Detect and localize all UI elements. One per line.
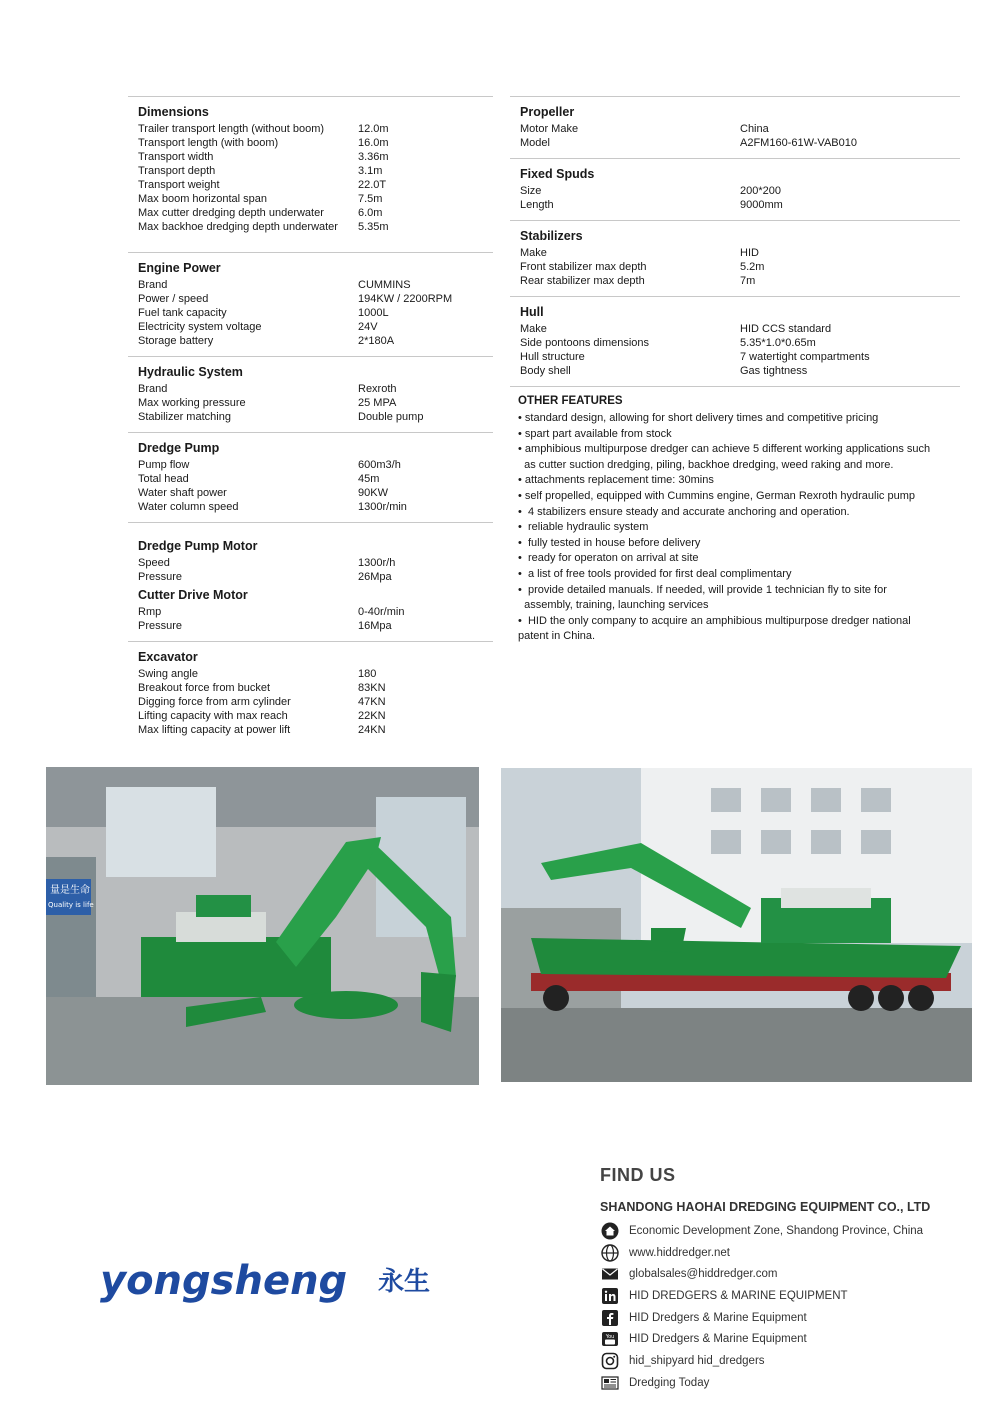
spec-value: CUMMINS [358,279,411,291]
spec-row [138,570,493,584]
home-icon [600,1222,620,1240]
spec-value: 9000mm [740,199,783,211]
contact-text: Dredging Today [629,1376,710,1389]
contact-item [600,1372,960,1394]
photo-dredger-trailer [501,768,972,1082]
spec-row [138,292,493,306]
section-title: Hull [520,305,544,319]
spec-section-hull [510,296,960,386]
spec-label: Water shaft power [138,487,227,499]
feature-list [518,411,960,645]
spec-row [138,192,493,206]
section-title: Cutter Drive Motor [138,588,248,602]
spec-value: 0-40r/min [358,606,405,618]
contact-item [600,1350,960,1372]
spec-value: 7.5m [358,193,383,205]
section-title: Excavator [138,650,198,664]
spec-value: 26Mpa [358,571,392,583]
contact-text: hid_shipyard hid_dredgers [629,1354,765,1367]
spec-label: Water column speed [138,501,239,513]
contact-text: HID Dredgers & Marine Equipment [629,1311,807,1324]
spec-row [520,350,960,364]
spec-value: 90KW [358,487,388,499]
contact-item [600,1263,960,1285]
spec-row [520,184,960,198]
contact-item [600,1328,960,1350]
spec-label: Digging force from arm cylinder [138,696,291,708]
banner-cn: 量是生命 [50,885,90,896]
spec-value: 6.0m [358,207,383,219]
feature-item: as cutter suction dredging, piling, backhoe dredging, weed raking and more. [518,458,894,471]
spec-row [138,320,493,334]
spec-row [138,178,493,192]
contact-text: www.hiddredger.net [629,1246,731,1259]
mail-icon [600,1265,620,1283]
spec-label: Hull structure [520,351,585,363]
spec-label: Brand [138,279,168,291]
feature-item: • 4 stabilizers ensure steady and accurate anchoring and operation. [518,505,850,518]
spec-label: Model [520,137,550,149]
section-title: Dredge Pump [138,441,220,455]
spec-row [138,486,493,500]
spec-label: Side pontoons dimensions [520,337,650,349]
section-title: Hydraulic System [138,365,243,379]
feature-item: • HID the only company to acquire an amphibious multipurpose dredger national [518,614,911,627]
spec-section-pump-motor [128,522,493,641]
spec-value: Rexroth [358,383,397,395]
spec-section-dredge-pump [128,432,493,522]
feature-item: • reliable hydraulic system [518,521,649,534]
dredger-trailer-image [501,768,972,1082]
find-us-title: FIND US [600,1165,676,1185]
contact-list [600,1220,960,1394]
spec-rows [138,667,493,737]
spec-row [138,681,493,695]
spec-rows [520,184,960,212]
spec-row [520,260,960,274]
spec-row [138,556,493,570]
spec-value: 3.1m [358,165,383,177]
photo-dredger-workshop [46,767,479,1085]
section-title: Dredge Pump Motor [138,539,258,553]
spec-label: Breakout force from bucket [138,682,271,694]
svg-text:You: You [605,1334,615,1341]
spec-label: Rmp [138,606,162,618]
spec-label: Max lifting capacity at power lift [138,724,291,736]
spec-label: Transport length (with boom) [138,137,279,149]
spec-label: Make [520,247,547,259]
spec-label: Max cutter dredging depth underwater [138,207,324,219]
spec-value: 24KN [358,724,386,736]
spec-section-spuds [510,158,960,220]
feature-item: • provide detailed manuals. If needed, will provide 1 technician fly to site for [518,583,887,596]
spec-value: 7 watertight compartments [740,351,870,363]
spec-row [138,500,493,514]
youtube-icon [600,1330,620,1348]
spec-value: 45m [358,473,380,485]
spec-label: Fuel tank capacity [138,307,227,319]
feature-item: • fully tested in house before delivery [518,536,701,549]
section-title: Stabilizers [520,229,583,243]
contact-item [600,1220,960,1242]
spec-value: HID CCS standard [740,323,832,335]
spec-row [138,334,493,348]
feature-item: assembly, training, launching services [518,599,709,612]
spec-row [138,723,493,737]
spec-label: Trailer transport length (without boom) [138,123,325,135]
spec-value: 3.36m [358,151,389,163]
spec-label: Total head [138,473,189,485]
spec-label: Electricity system voltage [138,321,262,333]
spec-value: 47KN [358,696,386,708]
spec-label: Pump flow [138,459,190,471]
spec-value: 200*200 [740,185,781,197]
spec-label: Power / speed [138,293,209,305]
globe-icon [600,1244,620,1262]
spec-row [138,695,493,709]
spec-label: Lifting capacity with max reach [138,710,288,722]
spec-label: Transport weight [138,179,220,191]
spec-label: Speed [138,557,170,569]
spec-label: Pressure [138,571,183,583]
spec-row [138,164,493,178]
spec-label: Pressure [138,620,183,632]
features-title: OTHER FEATURES [518,395,623,407]
section-title: Engine Power [138,261,221,275]
other-features [510,386,960,645]
spec-label: Max boom horizontal span [138,193,268,205]
spec-row [520,274,960,288]
contact-text: HID DREDGERS & MARINE EQUIPMENT [629,1289,848,1302]
spec-row [138,396,493,410]
logo-wordmark: yongsheng [100,1258,348,1304]
spec-row [138,150,493,164]
spec-row [138,667,493,681]
logo-image [100,1252,430,1312]
spec-row [520,246,960,260]
spec-value: 7m [740,275,756,287]
spec-column-right [510,96,960,645]
spec-rows [520,322,960,378]
spec-row [138,605,493,619]
spec-row [520,198,960,212]
spec-row [138,410,493,424]
company-name: SHANDONG HAOHAI DREDGING EQUIPMENT CO., LTD [600,1200,931,1214]
spec-value: 1000L [358,307,389,319]
spec-value: Gas tightness [740,365,808,377]
spec-label: Storage battery [138,335,214,347]
section-title: Propeller [520,105,575,119]
spec-label: Transport width [138,151,214,163]
contact-item [600,1242,960,1264]
news-icon [600,1374,620,1392]
contact-text: globalsales@hiddredger.com [629,1268,778,1281]
spec-column-left [128,96,493,745]
spec-label: Max backhoe dredging depth underwater [138,221,338,233]
feature-item: • ready for operaton on arrival at site [518,552,699,565]
spec-label: Stabilizer matching [138,411,231,423]
spec-rows [138,278,493,348]
spec-label: Body shell [520,365,571,377]
spec-value: 16Mpa [358,620,392,632]
dredger-workshop-image [46,767,479,1085]
spec-label: Length [520,199,554,211]
spec-value: 5.2m [740,261,765,273]
spec-value: 600m3/h [358,459,401,471]
spec-value: 194KW / 2200RPM [358,293,453,305]
spec-label: Brand [138,383,168,395]
spec-value: China [740,123,769,135]
spec-row [138,382,493,396]
spec-label: Max working pressure [138,397,246,409]
spec-row [138,472,493,486]
spec-row [138,306,493,320]
section-title: Dimensions [138,105,209,119]
spec-value: 16.0m [358,137,389,149]
spec-label: Make [520,323,547,335]
spec-value: 24V [358,321,378,333]
spec-label: Front stabilizer max depth [520,261,647,273]
spec-rows [138,122,493,234]
spec-section-excavator [128,641,493,745]
spec-row [138,458,493,472]
logo-cn: 永生 [378,1267,430,1297]
yongsheng-logo [100,1252,430,1312]
spec-value: 25 MPA [358,397,397,409]
spec-label: Size [520,185,542,197]
linkedin-icon [600,1287,620,1305]
spec-section-engine [128,252,493,356]
spec-value: 22KN [358,710,386,722]
banner-en: Quality is life [48,901,94,909]
spec-row [138,220,493,234]
spec-section-stabilizers [510,220,960,296]
spec-row [138,136,493,150]
contact-text: Economic Development Zone, Shandong Province, China [629,1224,924,1237]
spec-row [520,336,960,350]
spec-label: Rear stabilizer max depth [520,275,645,287]
spec-rows [138,556,493,584]
feature-item: • spart part available from stock [518,427,672,440]
spec-section-hydraulic [128,356,493,432]
spec-section-propeller [510,96,960,158]
spec-rows [520,246,960,288]
spec-value: HID [740,247,759,259]
spec-row [520,136,960,150]
spec-label: Swing angle [138,668,198,680]
spec-value: 1300r/h [358,557,396,569]
spec-row [138,709,493,723]
spec-value: 83KN [358,682,386,694]
spec-value: A2FM160-61W-VAB010 [740,137,857,149]
spec-value: 2*180A [358,335,395,347]
spec-section-dimensions [128,96,493,242]
spec-value: 12.0m [358,123,389,135]
spec-value: 5.35*1.0*0.65m [740,337,816,349]
feature-item: • amphibious multipurpose dredger can achieve 5 different working applications such [518,443,931,456]
find-us [600,1165,960,1394]
spec-value: Double pump [358,411,424,423]
contact-item [600,1307,960,1329]
spec-label: Motor Make [520,123,579,135]
spec-row [520,364,960,378]
feature-item: • standard design, allowing for short delivery times and competitive pricing [518,412,879,424]
feature-item: • self propelled, equipped with Cummins engine, German Rexroth hydraulic pump [518,489,915,502]
spec-row [520,322,960,336]
spec-rows [520,122,960,150]
section-title: Fixed Spuds [520,167,595,181]
spec-label: Transport depth [138,165,216,177]
spec-row [520,122,960,136]
contact-text: HID Dredgers & Marine Equipment [629,1333,807,1346]
spec-row [138,278,493,292]
spec-rows [138,458,493,514]
spec-value: 180 [358,668,377,680]
contact-item [600,1285,960,1307]
facebook-icon [600,1309,620,1327]
feature-item: • a list of free tools provided for first deal complimentary [518,567,792,580]
spec-row [138,206,493,220]
instagram-icon [600,1352,620,1370]
spec-rows [138,605,493,633]
feature-item: patent in China. [518,630,596,643]
feature-item: • attachments replacement time: 30mins [518,474,714,487]
spec-value: 22.0T [358,179,387,191]
spec-row [138,122,493,136]
spec-value: 1300r/min [358,501,407,513]
spec-row [138,619,493,633]
spec-rows [138,382,493,424]
spec-value: 5.35m [358,221,389,233]
